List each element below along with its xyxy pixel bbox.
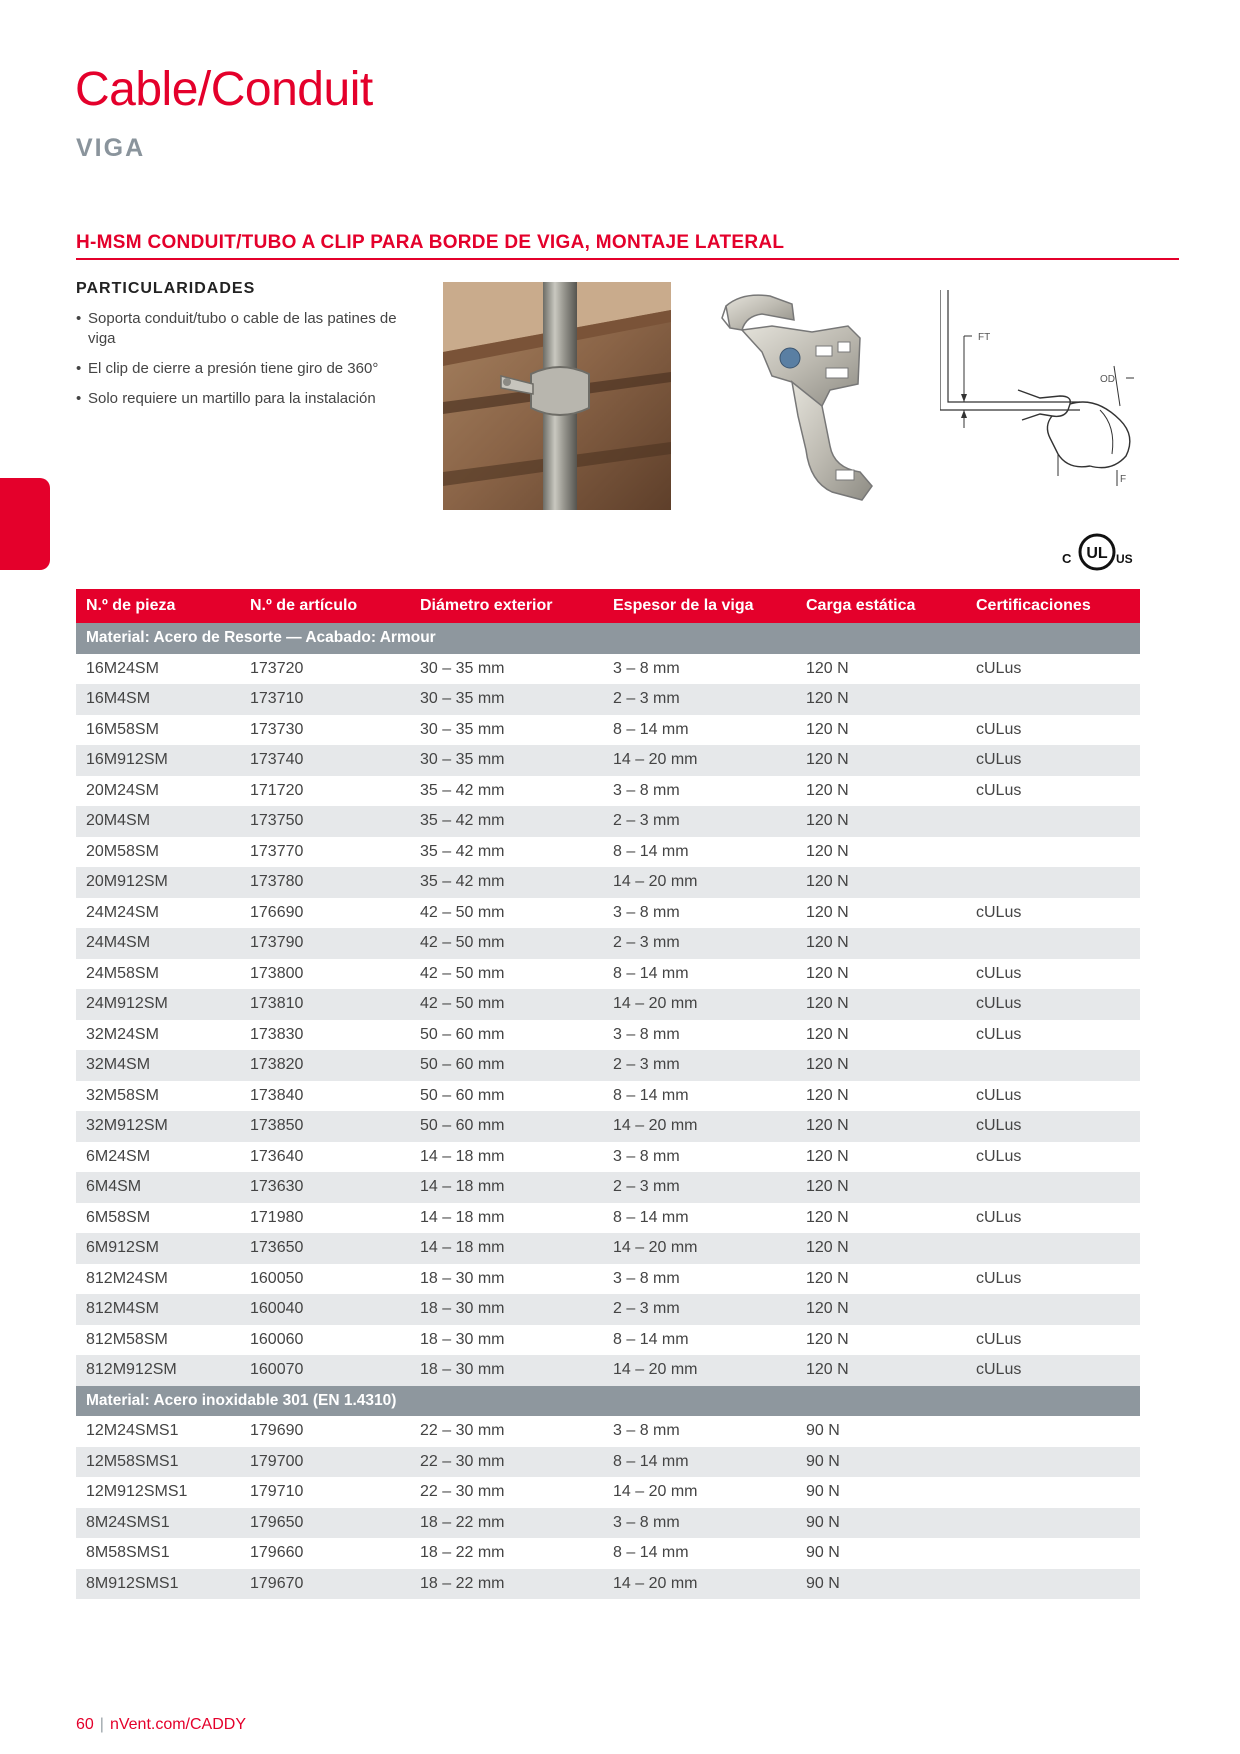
cell-certification	[966, 1294, 1140, 1325]
cell-certification	[966, 837, 1140, 868]
cell-static-load: 120 N	[806, 964, 849, 982]
cell-outer-diameter: 42 – 50 mm	[420, 964, 505, 982]
cell-static-load: 120 N	[806, 781, 849, 799]
table-row	[76, 1111, 1140, 1142]
cell-flange-thickness: 14 – 20 mm	[603, 1569, 796, 1600]
cell-article-number: 179660	[250, 1544, 304, 1562]
cell-certification	[966, 1172, 1140, 1203]
header-outer-diameter: Diámetro exterior	[410, 589, 603, 623]
cell-flange-thickness: 3 – 8 mm	[603, 1508, 796, 1539]
cell-article-number: 176690	[250, 903, 304, 921]
cell-article-number: 179700	[240, 1447, 410, 1478]
cell-certification	[966, 1569, 1140, 1600]
table-row	[76, 654, 1140, 685]
cell-static-load: 120 N	[796, 1233, 966, 1264]
cell-flange-thickness: 3 – 8 mm	[613, 1025, 680, 1043]
cell-static-load: 120 N	[796, 1294, 966, 1325]
cell-static-load: 90 N	[796, 1447, 966, 1478]
cell-outer-diameter: 50 – 60 mm	[420, 1025, 505, 1043]
cell-certification: cULus	[966, 1111, 1140, 1142]
footer-url: nVent.com/CADDY	[109, 1716, 247, 1733]
cell-part-number: 6M4SM	[76, 1172, 240, 1203]
cell-outer-diameter: 18 – 30 mm	[420, 1330, 505, 1348]
material-group-row	[76, 623, 1140, 654]
cell-article-number: 173630	[240, 1172, 410, 1203]
table-row	[76, 898, 1140, 929]
cell-part-number: 8M24SMS1	[76, 1508, 240, 1539]
cell-article-number: 173640	[250, 1147, 304, 1165]
cell-certification	[966, 1477, 1140, 1508]
cell-flange-thickness: 3 – 8 mm	[613, 903, 680, 921]
header-article-number: N.º de artículo	[240, 589, 410, 623]
cell-flange-thickness: 3 – 8 mm	[613, 1422, 680, 1440]
cell-static-load: 120 N	[796, 1111, 966, 1142]
header-certifications: Certificaciones	[966, 589, 1140, 623]
page-number: 60	[76, 1716, 94, 1733]
cell-flange-thickness: 3 – 8 mm	[613, 659, 680, 677]
cell-static-load: 120 N	[806, 1147, 849, 1165]
cell-part-number: 812M58SM	[86, 1330, 168, 1348]
cell-flange-thickness: 8 – 14 mm	[613, 720, 689, 738]
cell-certification: cULus	[976, 781, 1022, 799]
ul-mark-us: US	[1116, 552, 1133, 566]
cell-outer-diameter: 50 – 60 mm	[410, 1050, 603, 1081]
table-row	[76, 1142, 1140, 1173]
drawing-label-od: OD	[1100, 374, 1115, 385]
cell-certification: cULus	[966, 989, 1140, 1020]
cell-certification: cULus	[976, 1208, 1022, 1226]
section-title: H-MSM CONDUIT/TUBO A CLIP PARA BORDE DE VIGA, MONTAJE LATERAL	[76, 232, 785, 253]
table-row	[76, 1477, 1140, 1508]
cell-part-number: 24M24SM	[86, 903, 159, 921]
product-table-container	[76, 589, 1140, 1599]
cell-outer-diameter: 30 – 35 mm	[410, 684, 603, 715]
cell-part-number: 24M912SM	[76, 989, 240, 1020]
features-title: PARTICULARIDADES	[76, 280, 256, 297]
cell-flange-thickness: 8 – 14 mm	[613, 1544, 689, 1562]
cell-certification	[966, 1538, 1140, 1569]
cell-article-number: 173840	[250, 1086, 304, 1104]
cell-part-number: 32M4SM	[76, 1050, 240, 1081]
cell-outer-diameter: 35 – 42 mm	[420, 842, 505, 860]
cell-part-number: 20M912SM	[76, 867, 240, 898]
cell-article-number: 171980	[250, 1208, 304, 1226]
cell-article-number: 179690	[250, 1422, 304, 1440]
cell-part-number: 6M24SM	[86, 1147, 151, 1165]
cell-part-number: 812M4SM	[76, 1294, 240, 1325]
cell-flange-thickness: 2 – 3 mm	[603, 1294, 796, 1325]
cell-certification	[966, 1508, 1140, 1539]
page-title: Cable/Conduit	[75, 63, 373, 116]
cell-part-number: 6M58SM	[86, 1208, 151, 1226]
cell-outer-diameter: 18 – 22 mm	[420, 1544, 505, 1562]
cell-flange-thickness: 8 – 14 mm	[613, 1086, 689, 1104]
installation-photo	[443, 282, 671, 510]
product-clip-image	[712, 286, 882, 504]
cell-outer-diameter: 22 – 30 mm	[410, 1447, 603, 1478]
cell-flange-thickness: 3 – 8 mm	[613, 1269, 680, 1287]
cell-part-number: 16M912SM	[76, 745, 240, 776]
table-row	[76, 1081, 1140, 1112]
cell-static-load: 120 N	[796, 867, 966, 898]
page-subtitle: VIGA	[76, 134, 146, 162]
feature-item: • El clip de cierre a presión tiene giro de 360°	[76, 359, 416, 379]
cell-article-number: 173780	[240, 867, 410, 898]
cell-static-load: 90 N	[796, 1569, 966, 1600]
cell-article-number: 173720	[250, 659, 304, 677]
cell-flange-thickness: 3 – 8 mm	[613, 781, 680, 799]
feature-item: • Soporta conduit/tubo o cable de las patines de viga	[76, 309, 416, 349]
cell-certification: cULus	[976, 964, 1022, 982]
cell-static-load: 90 N	[796, 1508, 966, 1539]
cell-certification	[966, 1416, 1140, 1447]
cell-article-number: 173820	[240, 1050, 410, 1081]
cell-outer-diameter: 18 – 22 mm	[410, 1508, 603, 1539]
cell-static-load: 120 N	[796, 684, 966, 715]
cell-article-number: 179710	[250, 1483, 304, 1501]
cell-certification	[966, 806, 1140, 837]
cell-part-number: 16M24SM	[86, 659, 159, 677]
cell-outer-diameter: 18 – 22 mm	[410, 1569, 603, 1600]
table-row	[76, 1508, 1140, 1539]
cell-static-load: 90 N	[806, 1544, 840, 1562]
cell-certification: cULus	[966, 1355, 1140, 1386]
cell-article-number: 173830	[250, 1025, 304, 1043]
cell-flange-thickness: 14 – 20 mm	[603, 1355, 796, 1386]
cell-flange-thickness: 14 – 20 mm	[603, 989, 796, 1020]
cell-part-number: 32M24SM	[86, 1025, 159, 1043]
drawing-label-f: F	[1120, 474, 1127, 485]
cell-certification: cULus	[976, 659, 1022, 677]
cell-flange-thickness: 2 – 3 mm	[603, 684, 796, 715]
cell-part-number: 24M58SM	[86, 964, 159, 982]
cell-article-number: 173710	[240, 684, 410, 715]
cell-outer-diameter: 18 – 30 mm	[410, 1355, 603, 1386]
table-row	[76, 1355, 1140, 1386]
feature-item: • Solo requiere un martillo para la instalación	[76, 389, 416, 409]
cell-part-number: 20M24SM	[86, 781, 159, 799]
table-row	[76, 715, 1140, 746]
cell-outer-diameter: 35 – 42 mm	[410, 806, 603, 837]
cell-flange-thickness: 2 – 3 mm	[603, 928, 796, 959]
material-label: Material: Acero inoxidable 301 (EN 1.4310)	[76, 1386, 1140, 1417]
table-row	[76, 928, 1140, 959]
cell-certification	[966, 1447, 1140, 1478]
table-row	[76, 1020, 1140, 1051]
cell-certification	[966, 867, 1140, 898]
table-row	[76, 806, 1140, 837]
cell-article-number: 160060	[250, 1330, 304, 1348]
cell-article-number: 173800	[250, 964, 304, 982]
cell-certification: cULus	[976, 1147, 1022, 1165]
cell-static-load: 90 N	[806, 1422, 840, 1440]
table-row	[76, 1172, 1140, 1203]
cell-static-load: 120 N	[806, 842, 849, 860]
ul-certification-icon	[1058, 532, 1136, 572]
table-row	[76, 1233, 1140, 1264]
cell-outer-diameter: 22 – 30 mm	[420, 1422, 505, 1440]
cell-outer-diameter: 42 – 50 mm	[420, 903, 505, 921]
cell-static-load: 120 N	[806, 1208, 849, 1226]
cell-outer-diameter: 30 – 35 mm	[410, 745, 603, 776]
table-row	[76, 776, 1140, 807]
cell-certification	[966, 928, 1140, 959]
cell-part-number: 16M58SM	[86, 720, 159, 738]
cell-certification: cULus	[976, 903, 1022, 921]
cell-part-number: 8M58SMS1	[86, 1544, 170, 1562]
cell-static-load: 90 N	[806, 1483, 840, 1501]
cell-flange-thickness: 8 – 14 mm	[613, 842, 689, 860]
cell-flange-thickness: 14 – 20 mm	[603, 1233, 796, 1264]
cell-certification	[966, 1233, 1140, 1264]
cell-static-load: 120 N	[796, 928, 966, 959]
cell-article-number: 173730	[250, 720, 304, 738]
cell-article-number: 160040	[240, 1294, 410, 1325]
cell-certification	[966, 1050, 1140, 1081]
cell-outer-diameter: 14 – 18 mm	[410, 1172, 603, 1203]
table-row	[76, 1203, 1140, 1234]
cell-static-load: 120 N	[806, 1330, 849, 1348]
table-row	[76, 745, 1140, 776]
cell-flange-thickness: 14 – 20 mm	[603, 745, 796, 776]
table-row	[76, 1416, 1140, 1447]
cell-static-load: 120 N	[796, 1172, 966, 1203]
cell-outer-diameter: 14 – 18 mm	[420, 1208, 505, 1226]
material-label: Material: Acero de Resorte — Acabado: Armour	[76, 623, 1140, 654]
cell-flange-thickness: 14 – 20 mm	[603, 1111, 796, 1142]
cell-static-load: 120 N	[796, 1050, 966, 1081]
cell-flange-thickness: 8 – 14 mm	[603, 1447, 796, 1478]
ul-mark-c: C	[1062, 551, 1072, 566]
cell-article-number: 173790	[240, 928, 410, 959]
cell-article-number: 173770	[250, 842, 304, 860]
table-row	[76, 989, 1140, 1020]
table-row	[76, 867, 1140, 898]
cell-article-number: 173740	[240, 745, 410, 776]
cell-part-number: 16M4SM	[76, 684, 240, 715]
cell-article-number: 173850	[240, 1111, 410, 1142]
table-row	[76, 684, 1140, 715]
cell-part-number: 12M912SMS1	[86, 1483, 188, 1501]
table-row	[76, 1050, 1140, 1081]
table-row	[76, 1569, 1140, 1600]
cell-certification: cULus	[966, 745, 1140, 776]
cell-certification: cULus	[976, 1269, 1022, 1287]
cell-flange-thickness: 2 – 3 mm	[603, 806, 796, 837]
cell-part-number: 12M58SMS1	[76, 1447, 240, 1478]
cell-flange-thickness: 14 – 20 mm	[613, 1483, 698, 1501]
cell-part-number: 20M58SM	[86, 842, 159, 860]
cell-outer-diameter: 18 – 30 mm	[420, 1269, 505, 1287]
cell-part-number: 812M24SM	[86, 1269, 168, 1287]
cell-part-number: 812M912SM	[76, 1355, 240, 1386]
cell-static-load: 120 N	[796, 1355, 966, 1386]
technical-drawing	[940, 286, 1140, 506]
table-row	[76, 1264, 1140, 1295]
cell-outer-diameter: 50 – 60 mm	[420, 1086, 505, 1104]
ul-mark-center: UL	[1086, 545, 1108, 562]
cell-article-number: 171720	[250, 781, 304, 799]
cell-static-load: 120 N	[796, 989, 966, 1020]
table-body	[76, 623, 1140, 1599]
table-row	[76, 1447, 1140, 1478]
cell-static-load: 120 N	[806, 903, 849, 921]
cell-article-number: 173650	[240, 1233, 410, 1264]
section-header	[76, 232, 1179, 260]
cell-static-load: 120 N	[806, 720, 849, 738]
cell-outer-diameter: 30 – 35 mm	[420, 720, 505, 738]
cell-static-load: 120 N	[806, 1025, 849, 1043]
table-header-row	[76, 589, 1140, 623]
cell-static-load: 120 N	[806, 1269, 849, 1287]
cell-outer-diameter: 42 – 50 mm	[410, 989, 603, 1020]
cell-outer-diameter: 35 – 42 mm	[420, 781, 505, 799]
header-flange-thickness: Espesor de la viga	[603, 589, 796, 623]
cell-part-number: 32M58SM	[86, 1086, 159, 1104]
cell-certification: cULus	[976, 1330, 1022, 1348]
cell-flange-thickness: 14 – 20 mm	[603, 867, 796, 898]
cell-outer-diameter: 22 – 30 mm	[420, 1483, 505, 1501]
drawing-label-ft: FT	[978, 332, 991, 343]
features-list	[76, 309, 416, 419]
cell-certification	[966, 684, 1140, 715]
cell-certification: cULus	[976, 720, 1022, 738]
side-tab-marker	[0, 478, 50, 570]
cell-article-number: 173750	[240, 806, 410, 837]
cell-part-number: 32M912SM	[76, 1111, 240, 1142]
page-footer	[76, 1716, 246, 1734]
cell-part-number: 8M912SMS1	[76, 1569, 240, 1600]
table-row	[76, 837, 1140, 868]
cell-article-number: 179650	[240, 1508, 410, 1539]
cell-article-number: 160050	[250, 1269, 304, 1287]
cell-flange-thickness: 3 – 8 mm	[613, 1147, 680, 1165]
table-row	[76, 959, 1140, 990]
cell-static-load: 120 N	[796, 806, 966, 837]
table-row	[76, 1538, 1140, 1569]
cell-part-number: 12M24SMS1	[86, 1422, 179, 1440]
table-row	[76, 1325, 1140, 1356]
cell-outer-diameter: 18 – 30 mm	[410, 1294, 603, 1325]
cell-static-load: 120 N	[806, 659, 849, 677]
cell-article-number: 160070	[240, 1355, 410, 1386]
cell-article-number: 173810	[240, 989, 410, 1020]
header-static-load: Carga estática	[796, 589, 966, 623]
cell-flange-thickness: 8 – 14 mm	[613, 1330, 689, 1348]
material-group-row	[76, 1386, 1140, 1417]
cell-outer-diameter: 14 – 18 mm	[420, 1147, 505, 1165]
cell-static-load: 120 N	[796, 745, 966, 776]
cell-flange-thickness: 8 – 14 mm	[613, 964, 689, 982]
cell-outer-diameter: 42 – 50 mm	[410, 928, 603, 959]
cell-part-number: 24M4SM	[76, 928, 240, 959]
cell-part-number: 6M912SM	[76, 1233, 240, 1264]
cell-outer-diameter: 30 – 35 mm	[420, 659, 505, 677]
cell-outer-diameter: 14 – 18 mm	[410, 1233, 603, 1264]
cell-flange-thickness: 8 – 14 mm	[613, 1208, 689, 1226]
cell-certification: cULus	[976, 1086, 1022, 1104]
table-row	[76, 1294, 1140, 1325]
product-table	[76, 589, 1140, 1599]
cell-flange-thickness: 2 – 3 mm	[603, 1050, 796, 1081]
cell-certification: cULus	[976, 1025, 1022, 1043]
cell-part-number: 20M4SM	[76, 806, 240, 837]
cell-article-number: 179670	[240, 1569, 410, 1600]
cell-static-load: 120 N	[806, 1086, 849, 1104]
header-part-number: N.º de pieza	[76, 589, 240, 623]
footer-separator: |	[99, 1716, 104, 1733]
cell-outer-diameter: 50 – 60 mm	[410, 1111, 603, 1142]
cell-flange-thickness: 2 – 3 mm	[603, 1172, 796, 1203]
cell-outer-diameter: 35 – 42 mm	[410, 867, 603, 898]
